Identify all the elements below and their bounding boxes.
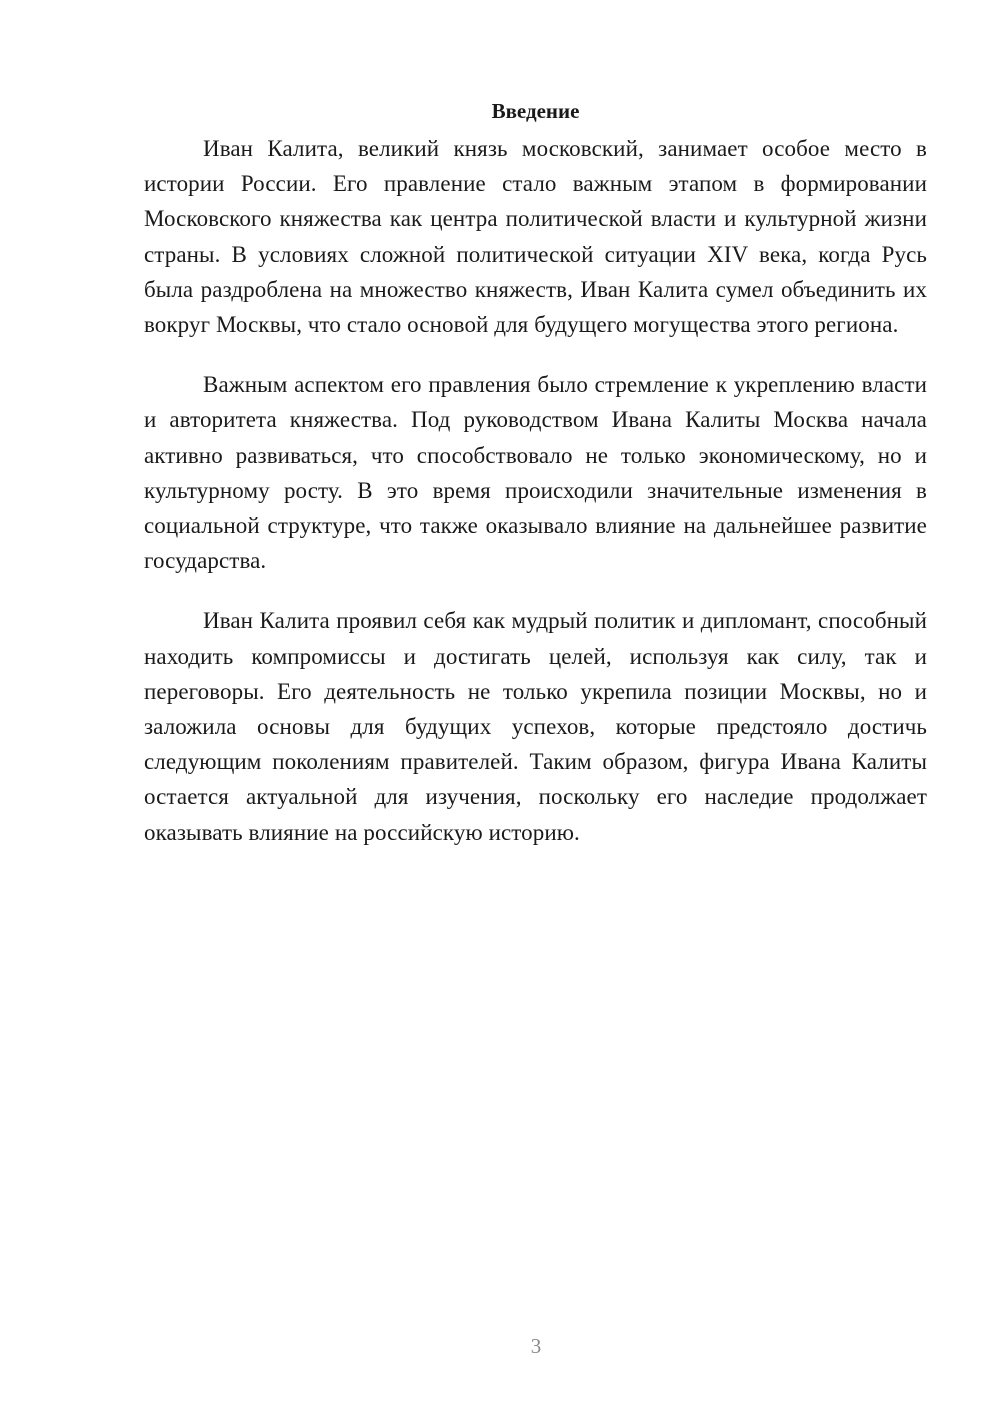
- page-number: 3: [530, 1334, 542, 1358]
- page-content: [144, 96, 927, 875]
- paragraph-3: Иван Калита проявил себя как мудрый политик и дипломант, способный находить компромиссы и достигать целей, используя как силу, так и переговоры. Его деятельность не только укрепила позиции Москвы, но и заложила основы для будущих успехов, которые предстояло достичь следующим поколениям правителей. Таким образом, фигура Ивана Калиты остается актуальной для изучения, поскольку его наследие продолжает оказывать влияние на российскую историю.: [144, 608, 927, 845]
- paragraph-1: Иван Калита, великий князь московский, занимает особое место в истории России. Его правление стало важным этапом в формировании Московского княжества как центра политической власти и культурной жизни страны. В условиях сложной политической ситуации XIV века, когда Русь была раздроблена на множество княжеств, Иван Калита сумел объединить их вокруг Москвы, что стало основой для будущего могущества этого региона.: [144, 136, 927, 338]
- section-heading: Введение: [491, 99, 580, 123]
- paragraph-2: Важным аспектом его правления было стремление к укреплению власти и авторитета княжества. Под руководством Ивана Калиты Москва начала активно развиваться, что способствовало не только экономическому, но и культурному росту. В это время происходили значительные изменения в социальной структуре, что также оказывало влияние на дальнейшее развитие государства.: [144, 372, 927, 574]
